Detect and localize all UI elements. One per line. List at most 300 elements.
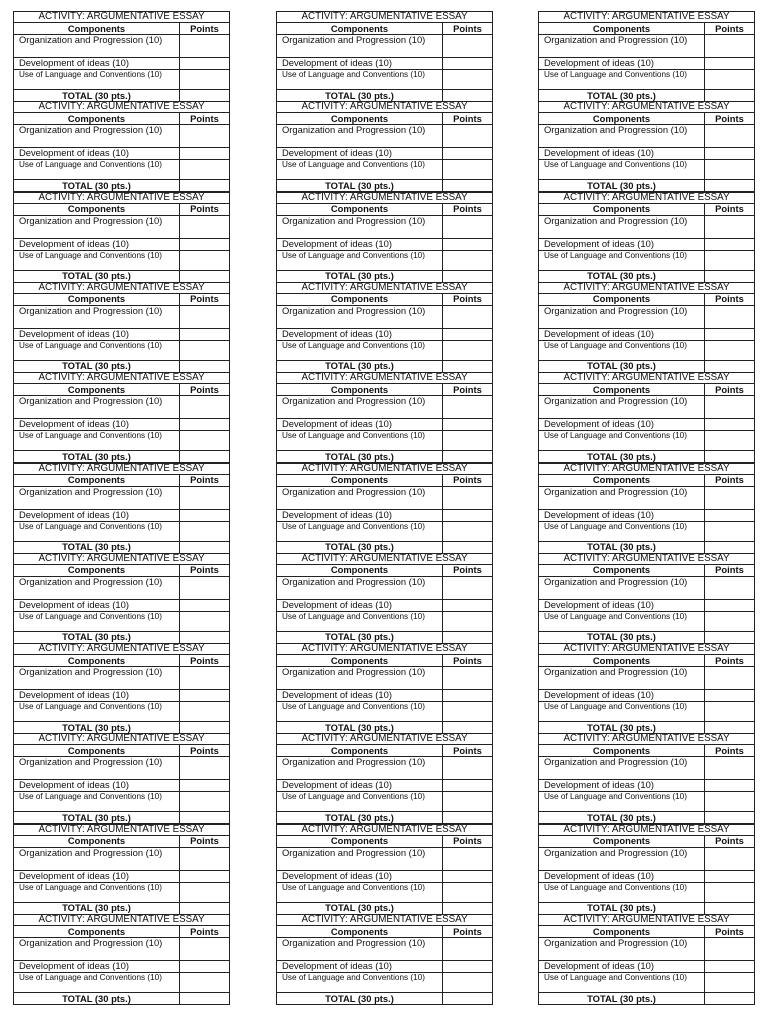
criterion-label: Organization and Progression (10) <box>539 215 705 238</box>
components-header: Components <box>539 564 705 576</box>
points-header: Points <box>705 926 755 938</box>
total-label: TOTAL (30 pts.) <box>539 812 705 824</box>
criterion-label: Organization and Progression (10) <box>539 847 705 870</box>
total-points-cell[interactable] <box>180 90 230 102</box>
points-cell[interactable] <box>705 250 755 270</box>
rubric-title: ACTIVITY: ARGUMENTATIVE ESSAY <box>539 282 755 293</box>
components-header: Components <box>539 23 705 35</box>
points-cell[interactable] <box>180 757 230 780</box>
points-cell[interactable] <box>443 215 493 238</box>
total-label: TOTAL (30 pts.) <box>277 722 443 734</box>
points-header: Points <box>443 293 493 305</box>
components-header: Components <box>14 23 180 35</box>
criterion-label: Use of Language and Conventions (10) <box>539 250 705 270</box>
total-points-cell[interactable] <box>443 360 493 372</box>
total-points-cell[interactable] <box>443 180 493 192</box>
criterion-label: Use of Language and Conventions (10) <box>539 431 705 451</box>
points-cell[interactable] <box>443 599 493 611</box>
total-points-cell[interactable] <box>443 993 493 1005</box>
points-cell[interactable] <box>180 667 230 690</box>
points-cell[interactable] <box>705 702 755 722</box>
points-cell[interactable] <box>443 58 493 70</box>
rubric-table <box>276 11 493 102</box>
criterion-label: Organization and Progression (10) <box>539 757 705 780</box>
points-cell[interactable] <box>180 486 230 509</box>
components-header: Components <box>539 113 705 125</box>
points-cell[interactable] <box>443 238 493 250</box>
points-header: Points <box>180 384 230 396</box>
points-header: Points <box>180 745 230 757</box>
points-cell[interactable] <box>443 792 493 812</box>
points-cell[interactable] <box>180 882 230 902</box>
rubric-table <box>13 101 230 192</box>
points-cell[interactable] <box>705 882 755 902</box>
criterion-label: Development of ideas (10) <box>539 328 705 340</box>
criterion-label: Development of ideas (10) <box>277 509 443 521</box>
criterion-label: Use of Language and Conventions (10) <box>14 973 180 993</box>
rubric-title: ACTIVITY: ARGUMENTATIVE ESSAY <box>539 463 755 474</box>
rubric-table <box>13 463 230 554</box>
points-cell[interactable] <box>180 70 230 90</box>
points-cell[interactable] <box>705 690 755 702</box>
points-cell[interactable] <box>705 780 755 792</box>
points-cell[interactable] <box>705 486 755 509</box>
criterion-label: Organization and Progression (10) <box>14 847 180 870</box>
criterion-label: Use of Language and Conventions (10) <box>277 611 443 631</box>
points-cell[interactable] <box>705 419 755 431</box>
total-points-cell[interactable] <box>180 541 230 553</box>
rubric-title: ACTIVITY: ARGUMENTATIVE ESSAY <box>539 12 755 23</box>
criterion-label: Development of ideas (10) <box>14 780 180 792</box>
total-label: TOTAL (30 pts.) <box>277 631 443 643</box>
total-points-cell[interactable] <box>180 812 230 824</box>
points-cell[interactable] <box>443 870 493 882</box>
total-label: TOTAL (30 pts.) <box>14 90 180 102</box>
points-cell[interactable] <box>180 125 230 148</box>
components-header: Components <box>277 835 443 847</box>
rubric-title: ACTIVITY: ARGUMENTATIVE ESSAY <box>277 282 493 293</box>
criterion-label: Use of Language and Conventions (10) <box>539 882 705 902</box>
points-cell[interactable] <box>180 521 230 541</box>
points-cell[interactable] <box>180 328 230 340</box>
points-cell[interactable] <box>705 847 755 870</box>
points-cell[interactable] <box>180 599 230 611</box>
points-header: Points <box>180 835 230 847</box>
points-cell[interactable] <box>180 847 230 870</box>
points-header: Points <box>180 926 230 938</box>
components-header: Components <box>277 745 443 757</box>
points-header: Points <box>705 745 755 757</box>
points-cell[interactable] <box>443 419 493 431</box>
rubric-table <box>276 824 493 915</box>
rubric-table <box>538 463 755 554</box>
rubric-title: ACTIVITY: ARGUMENTATIVE ESSAY <box>277 12 493 23</box>
total-points-cell[interactable] <box>705 722 755 734</box>
total-label: TOTAL (30 pts.) <box>539 451 705 463</box>
total-points-cell[interactable] <box>180 722 230 734</box>
total-points-cell[interactable] <box>443 722 493 734</box>
points-cell[interactable] <box>705 431 755 451</box>
total-points-cell[interactable] <box>180 993 230 1005</box>
criterion-label: Organization and Progression (10) <box>14 757 180 780</box>
points-cell[interactable] <box>180 215 230 238</box>
criterion-label: Organization and Progression (10) <box>277 35 443 58</box>
points-cell[interactable] <box>705 58 755 70</box>
rubric-title: ACTIVITY: ARGUMENTATIVE ESSAY <box>539 915 755 926</box>
rubric-title: ACTIVITY: ARGUMENTATIVE ESSAY <box>14 373 230 384</box>
components-header: Components <box>277 293 443 305</box>
total-points-cell[interactable] <box>705 993 755 1005</box>
criterion-label: Organization and Progression (10) <box>539 486 705 509</box>
total-points-cell[interactable] <box>705 180 755 192</box>
total-label: TOTAL (30 pts.) <box>539 90 705 102</box>
points-header: Points <box>180 474 230 486</box>
points-cell[interactable] <box>180 305 230 328</box>
points-cell[interactable] <box>705 611 755 631</box>
total-points-cell[interactable] <box>705 90 755 102</box>
criterion-label: Organization and Progression (10) <box>277 757 443 780</box>
criterion-label: Development of ideas (10) <box>539 961 705 973</box>
criterion-label: Organization and Progression (10) <box>14 35 180 58</box>
points-header: Points <box>180 655 230 667</box>
criterion-label: Development of ideas (10) <box>277 148 443 160</box>
rubric-table <box>276 463 493 554</box>
components-header: Components <box>277 23 443 35</box>
rubric-title: ACTIVITY: ARGUMENTATIVE ESSAY <box>14 282 230 293</box>
components-header: Components <box>277 564 443 576</box>
components-header: Components <box>14 835 180 847</box>
criterion-label: Use of Language and Conventions (10) <box>277 521 443 541</box>
total-points-cell[interactable] <box>705 451 755 463</box>
points-cell[interactable] <box>705 870 755 882</box>
total-label: TOTAL (30 pts.) <box>277 993 443 1005</box>
criterion-label: Organization and Progression (10) <box>277 486 443 509</box>
total-points-cell[interactable] <box>180 631 230 643</box>
points-header: Points <box>443 23 493 35</box>
points-cell[interactable] <box>705 328 755 340</box>
points-cell[interactable] <box>180 35 230 58</box>
points-header: Points <box>705 203 755 215</box>
points-cell[interactable] <box>180 792 230 812</box>
points-cell[interactable] <box>705 340 755 360</box>
total-label: TOTAL (30 pts.) <box>277 90 443 102</box>
points-cell[interactable] <box>705 305 755 328</box>
rubric-table <box>13 553 230 644</box>
total-label: TOTAL (30 pts.) <box>14 993 180 1005</box>
rubric-table <box>538 282 755 373</box>
rubric-table <box>276 282 493 373</box>
total-points-cell[interactable] <box>443 541 493 553</box>
criterion-label: Use of Language and Conventions (10) <box>14 160 180 180</box>
points-cell[interactable] <box>180 148 230 160</box>
total-points-cell[interactable] <box>443 812 493 824</box>
points-header: Points <box>180 113 230 125</box>
components-header: Components <box>539 293 705 305</box>
criterion-label: Use of Language and Conventions (10) <box>539 160 705 180</box>
rubric-table <box>276 553 493 644</box>
points-header: Points <box>180 293 230 305</box>
criterion-label: Organization and Progression (10) <box>14 396 180 419</box>
components-header: Components <box>539 745 705 757</box>
total-label: TOTAL (30 pts.) <box>539 993 705 1005</box>
criterion-label: Development of ideas (10) <box>277 328 443 340</box>
rubric-title: ACTIVITY: ARGUMENTATIVE ESSAY <box>539 734 755 745</box>
points-cell[interactable] <box>705 160 755 180</box>
rubric-table <box>13 824 230 915</box>
total-points-cell[interactable] <box>180 360 230 372</box>
points-cell[interactable] <box>443 340 493 360</box>
criterion-label: Development of ideas (10) <box>14 509 180 521</box>
total-label: TOTAL (30 pts.) <box>14 902 180 914</box>
points-cell[interactable] <box>705 125 755 148</box>
points-cell[interactable] <box>705 973 755 993</box>
components-header: Components <box>14 203 180 215</box>
points-cell[interactable] <box>180 576 230 599</box>
components-header: Components <box>14 745 180 757</box>
points-cell[interactable] <box>705 792 755 812</box>
criterion-label: Use of Language and Conventions (10) <box>277 250 443 270</box>
criterion-label: Use of Language and Conventions (10) <box>14 431 180 451</box>
rubric-table <box>13 733 230 824</box>
points-cell[interactable] <box>443 486 493 509</box>
points-header: Points <box>705 474 755 486</box>
criterion-label: Organization and Progression (10) <box>277 667 443 690</box>
total-points-cell[interactable] <box>443 451 493 463</box>
total-points-cell[interactable] <box>180 270 230 282</box>
points-cell[interactable] <box>180 961 230 973</box>
points-cell[interactable] <box>443 847 493 870</box>
total-points-cell[interactable] <box>180 451 230 463</box>
rubric-table <box>538 643 755 734</box>
points-cell[interactable] <box>180 611 230 631</box>
criterion-label: Use of Language and Conventions (10) <box>277 973 443 993</box>
criterion-label: Use of Language and Conventions (10) <box>539 792 705 812</box>
points-cell[interactable] <box>705 70 755 90</box>
points-cell[interactable] <box>443 125 493 148</box>
points-cell[interactable] <box>443 973 493 993</box>
points-cell[interactable] <box>443 396 493 419</box>
components-header: Components <box>539 203 705 215</box>
criterion-label: Development of ideas (10) <box>14 599 180 611</box>
total-label: TOTAL (30 pts.) <box>277 451 443 463</box>
components-header: Components <box>539 474 705 486</box>
total-label: TOTAL (30 pts.) <box>14 360 180 372</box>
points-cell[interactable] <box>443 882 493 902</box>
rubric-title: ACTIVITY: ARGUMENTATIVE ESSAY <box>539 102 755 113</box>
criterion-label: Development of ideas (10) <box>277 780 443 792</box>
criterion-label: Use of Language and Conventions (10) <box>539 973 705 993</box>
criterion-label: Development of ideas (10) <box>539 58 705 70</box>
criterion-label: Use of Language and Conventions (10) <box>14 340 180 360</box>
rubric-title: ACTIVITY: ARGUMENTATIVE ESSAY <box>14 102 230 113</box>
components-header: Components <box>14 474 180 486</box>
rubric-title: ACTIVITY: ARGUMENTATIVE ESSAY <box>14 915 230 926</box>
criterion-label: Development of ideas (10) <box>539 419 705 431</box>
points-cell[interactable] <box>705 215 755 238</box>
points-cell[interactable] <box>443 431 493 451</box>
rubric-table <box>538 372 755 463</box>
criterion-label: Development of ideas (10) <box>14 148 180 160</box>
points-cell[interactable] <box>705 148 755 160</box>
rubric-table <box>538 733 755 824</box>
total-label: TOTAL (30 pts.) <box>277 902 443 914</box>
points-cell[interactable] <box>443 961 493 973</box>
points-cell[interactable] <box>180 396 230 419</box>
points-cell[interactable] <box>180 870 230 882</box>
criterion-label: Organization and Progression (10) <box>539 938 705 961</box>
points-cell[interactable] <box>443 250 493 270</box>
total-points-cell[interactable] <box>705 902 755 914</box>
points-header: Points <box>443 926 493 938</box>
points-cell[interactable] <box>180 509 230 521</box>
points-cell[interactable] <box>180 250 230 270</box>
criterion-label: Use of Language and Conventions (10) <box>14 611 180 631</box>
points-cell[interactable] <box>180 340 230 360</box>
criterion-label: Use of Language and Conventions (10) <box>539 611 705 631</box>
points-cell[interactable] <box>443 757 493 780</box>
points-cell[interactable] <box>443 938 493 961</box>
criterion-label: Organization and Progression (10) <box>277 396 443 419</box>
rubric-title: ACTIVITY: ARGUMENTATIVE ESSAY <box>14 192 230 203</box>
criterion-label: Use of Language and Conventions (10) <box>14 70 180 90</box>
criterion-label: Organization and Progression (10) <box>539 35 705 58</box>
points-cell[interactable] <box>180 431 230 451</box>
criterion-label: Organization and Progression (10) <box>277 847 443 870</box>
total-points-cell[interactable] <box>705 812 755 824</box>
rubric-title: ACTIVITY: ARGUMENTATIVE ESSAY <box>539 824 755 835</box>
criterion-label: Use of Language and Conventions (10) <box>539 702 705 722</box>
rubric-table <box>276 192 493 283</box>
points-cell[interactable] <box>705 521 755 541</box>
rubric-title: ACTIVITY: ARGUMENTATIVE ESSAY <box>277 644 493 655</box>
points-cell[interactable] <box>180 419 230 431</box>
components-header: Components <box>277 926 443 938</box>
criterion-label: Use of Language and Conventions (10) <box>14 882 180 902</box>
total-points-cell[interactable] <box>705 631 755 643</box>
total-label: TOTAL (30 pts.) <box>539 722 705 734</box>
criterion-label: Development of ideas (10) <box>14 419 180 431</box>
total-label: TOTAL (30 pts.) <box>539 902 705 914</box>
total-points-cell[interactable] <box>705 541 755 553</box>
points-cell[interactable] <box>180 160 230 180</box>
points-cell[interactable] <box>443 148 493 160</box>
points-cell[interactable] <box>443 576 493 599</box>
points-cell[interactable] <box>180 973 230 993</box>
rubric-table <box>13 192 230 283</box>
points-header: Points <box>443 745 493 757</box>
total-label: TOTAL (30 pts.) <box>14 180 180 192</box>
criterion-label: Development of ideas (10) <box>277 961 443 973</box>
rubric-title: ACTIVITY: ARGUMENTATIVE ESSAY <box>277 373 493 384</box>
points-header: Points <box>705 293 755 305</box>
points-cell[interactable] <box>443 70 493 90</box>
total-label: TOTAL (30 pts.) <box>277 180 443 192</box>
rubric-title: ACTIVITY: ARGUMENTATIVE ESSAY <box>14 553 230 564</box>
points-cell[interactable] <box>705 757 755 780</box>
points-cell[interactable] <box>180 938 230 961</box>
rubric-title: ACTIVITY: ARGUMENTATIVE ESSAY <box>277 915 493 926</box>
criterion-label: Development of ideas (10) <box>277 58 443 70</box>
total-points-cell[interactable] <box>705 270 755 282</box>
total-points-cell[interactable] <box>443 90 493 102</box>
criterion-label: Development of ideas (10) <box>539 148 705 160</box>
rubric-title: ACTIVITY: ARGUMENTATIVE ESSAY <box>539 373 755 384</box>
points-cell[interactable] <box>443 690 493 702</box>
points-cell[interactable] <box>705 509 755 521</box>
components-header: Components <box>277 203 443 215</box>
points-cell[interactable] <box>705 35 755 58</box>
criterion-label: Organization and Progression (10) <box>539 305 705 328</box>
points-cell[interactable] <box>443 667 493 690</box>
rubric-table <box>276 372 493 463</box>
points-cell[interactable] <box>180 702 230 722</box>
points-cell[interactable] <box>705 938 755 961</box>
rubric-table <box>13 11 230 102</box>
criterion-label: Use of Language and Conventions (10) <box>539 521 705 541</box>
points-cell[interactable] <box>705 961 755 973</box>
points-cell[interactable] <box>705 599 755 611</box>
points-header: Points <box>443 203 493 215</box>
rubric-title: ACTIVITY: ARGUMENTATIVE ESSAY <box>277 102 493 113</box>
criterion-label: Organization and Progression (10) <box>14 215 180 238</box>
points-cell[interactable] <box>180 690 230 702</box>
criterion-label: Organization and Progression (10) <box>14 938 180 961</box>
points-cell[interactable] <box>180 238 230 250</box>
criterion-label: Development of ideas (10) <box>14 58 180 70</box>
points-cell[interactable] <box>443 305 493 328</box>
criterion-label: Organization and Progression (10) <box>539 125 705 148</box>
points-cell[interactable] <box>180 58 230 70</box>
total-label: TOTAL (30 pts.) <box>277 812 443 824</box>
points-cell[interactable] <box>705 576 755 599</box>
points-cell[interactable] <box>443 780 493 792</box>
total-points-cell[interactable] <box>443 631 493 643</box>
points-cell[interactable] <box>443 611 493 631</box>
rubric-table <box>13 914 230 1005</box>
criterion-label: Organization and Progression (10) <box>14 305 180 328</box>
rubric-title: ACTIVITY: ARGUMENTATIVE ESSAY <box>277 192 493 203</box>
points-cell[interactable] <box>705 396 755 419</box>
rubric-table <box>13 282 230 373</box>
total-points-cell[interactable] <box>180 902 230 914</box>
points-cell[interactable] <box>705 238 755 250</box>
total-points-cell[interactable] <box>443 902 493 914</box>
total-points-cell[interactable] <box>705 360 755 372</box>
points-cell[interactable] <box>443 521 493 541</box>
points-cell[interactable] <box>705 667 755 690</box>
total-points-cell[interactable] <box>443 270 493 282</box>
components-header: Components <box>539 926 705 938</box>
rubric-title: ACTIVITY: ARGUMENTATIVE ESSAY <box>14 12 230 23</box>
total-label: TOTAL (30 pts.) <box>539 541 705 553</box>
points-cell[interactable] <box>443 702 493 722</box>
points-cell[interactable] <box>443 509 493 521</box>
total-label: TOTAL (30 pts.) <box>277 270 443 282</box>
points-cell[interactable] <box>443 35 493 58</box>
rubric-title: ACTIVITY: ARGUMENTATIVE ESSAY <box>277 463 493 474</box>
criterion-label: Development of ideas (10) <box>277 870 443 882</box>
rubric-table <box>276 101 493 192</box>
total-label: TOTAL (30 pts.) <box>539 270 705 282</box>
points-cell[interactable] <box>443 328 493 340</box>
points-header: Points <box>443 474 493 486</box>
total-points-cell[interactable] <box>180 180 230 192</box>
criterion-label: Use of Language and Conventions (10) <box>14 792 180 812</box>
criterion-label: Development of ideas (10) <box>539 599 705 611</box>
points-cell[interactable] <box>180 780 230 792</box>
points-cell[interactable] <box>443 160 493 180</box>
rubric-table <box>538 824 755 915</box>
